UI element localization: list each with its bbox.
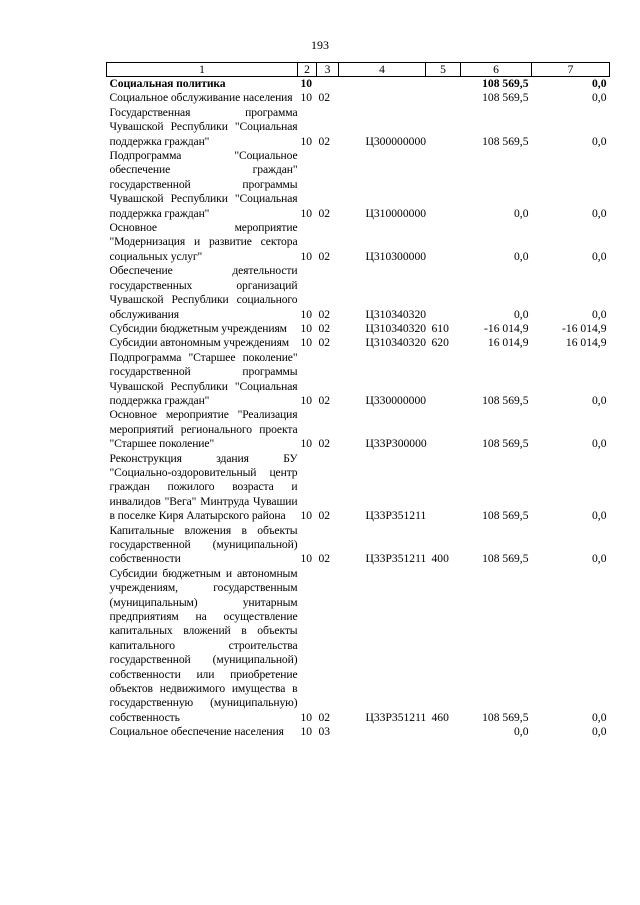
target-article-code: Ц33P351211	[365, 552, 427, 566]
expense-type-code	[426, 452, 461, 524]
item-name: Социальное обеспечение населения	[109, 725, 284, 739]
amount-change: 0,0	[514, 307, 529, 321]
amount-change: 0,0	[514, 725, 529, 739]
table-row	[107, 264, 610, 322]
expense-type-code	[426, 106, 461, 149]
amount-federal: 0,0	[592, 710, 607, 724]
table-row	[107, 322, 610, 336]
header-cell: 6	[461, 63, 532, 77]
item-name: Обеспечение деятельности государственных организаций Чувашской Республики социального обслуживания	[109, 264, 298, 321]
amount-federal: 0,0	[592, 206, 607, 220]
target-article-code: Ц310000000	[365, 206, 427, 220]
item-name: Субсидии автономным учреждениям	[109, 336, 290, 350]
table-row	[107, 149, 610, 221]
page-number: 193	[311, 38, 329, 52]
item-name: Подпрограмма "Социальное обеспечение граждан" государственной программы Чувашской Республики "Социальная поддержка граждан"	[109, 149, 298, 220]
expense-type-code: 460	[431, 710, 449, 724]
expense-type-code	[426, 77, 461, 92]
header-cell: 3	[317, 63, 339, 77]
item-name: Капитальные вложения в объекты государственной (муниципальной) собственности	[109, 523, 298, 566]
target-article-code	[339, 91, 426, 105]
table-row	[107, 408, 610, 451]
target-article-code: Ц310340320	[365, 336, 427, 350]
target-article-code: Ц33P300000	[365, 437, 427, 451]
amount-change: 108 569,5	[482, 91, 529, 105]
amount-change: 0,0	[514, 249, 529, 263]
amount-federal: 0,0	[592, 509, 607, 523]
section-code: 10	[300, 134, 313, 148]
amount-federal: 0,0	[592, 307, 607, 321]
header-cell: 7	[532, 63, 610, 77]
target-article-code: Ц33P351211	[365, 509, 427, 523]
amount-change: -16 014,9	[484, 321, 529, 335]
amount-federal: 0,0	[592, 393, 607, 407]
amount-federal: 0,0	[592, 249, 607, 263]
item-name: Реконструкция здания БУ "Социально-оздоровительный центр граждан пожилого возраста и инвалидов "Вега" Минтруда Чувашии в поселке Киря Алатырского района	[109, 451, 298, 523]
section-code: 10	[300, 725, 313, 739]
item-name: Субсидии бюджетным учреждениям	[109, 321, 287, 335]
amount-federal: -16 014,9	[562, 321, 607, 335]
table-row	[107, 524, 610, 567]
target-article-code	[339, 77, 426, 92]
amount-change: 0,0	[514, 206, 529, 220]
table-row	[107, 336, 610, 350]
section-code: 10	[300, 437, 313, 451]
section-code: 10	[300, 307, 313, 321]
header-cell: 1	[107, 63, 298, 77]
subsection-code	[317, 77, 339, 92]
amount-change: 108 569,5	[482, 134, 529, 148]
subsection-code: 02	[318, 336, 331, 350]
amount-change: 108 569,5	[482, 509, 529, 523]
item-name: Основное мероприятие "Реализация мероприятий регионального проекта "Старшее поколение"	[109, 408, 298, 451]
section-code: 10	[300, 509, 313, 523]
budget-table	[106, 62, 610, 740]
subsection-code: 02	[318, 134, 331, 148]
amount-federal: 0,0	[592, 134, 607, 148]
section-code: 10	[300, 206, 313, 220]
subsection-code: 02	[318, 437, 331, 451]
item-name: Государственная программа Чувашской Республики "Социальная поддержка граждан"	[109, 105, 298, 148]
section-code: 10	[300, 393, 313, 407]
header-row	[107, 63, 610, 77]
table-row	[107, 452, 610, 524]
subsection-code: 02	[318, 321, 331, 335]
expense-type-code	[426, 725, 461, 739]
amount-change: 108 569,5	[482, 77, 529, 90]
subsection-code: 02	[318, 710, 331, 724]
subsection-code: 02	[318, 393, 331, 407]
target-article-code: Ц310340320	[365, 321, 427, 335]
target-article-code: Ц33P351211	[365, 710, 427, 724]
amount-change: 108 569,5	[482, 437, 529, 451]
amount-change: 16 014,9	[487, 336, 529, 350]
amount-change: 108 569,5	[482, 393, 529, 407]
target-article-code: Ц300000000	[365, 134, 427, 148]
amount-change: 108 569,5	[482, 710, 529, 724]
item-name: Основное мероприятие "Модернизация и развитие сектора социальных услуг"	[109, 221, 298, 263]
expense-type-code	[426, 264, 461, 322]
table-row	[107, 567, 610, 725]
section-code: 10	[300, 91, 313, 105]
target-article-code: Ц330000000	[365, 393, 427, 407]
item-name: Субсидии бюджетным и автономным учреждениям, государственным (муниципальным) унитарным предприятиям на осуществление капитальных вложений в объекты капитального строительства государственной (муниципальной) собственности или приобретение объектов недвижимого имущества в государственную (муниципальную) собственность	[109, 566, 298, 724]
section-code: 10	[300, 77, 313, 90]
amount-federal: 16 014,9	[565, 336, 607, 350]
expense-type-code	[426, 91, 461, 105]
subsection-code: 02	[318, 509, 331, 523]
expense-type-code: 400	[431, 552, 449, 566]
header-cell: 5	[426, 63, 461, 77]
header-cell: 4	[339, 63, 426, 77]
item-name: Подпрограмма "Старшее поколение" государственной программы Чувашской Республики "Социальная поддержка граждан"	[109, 350, 298, 407]
table-row	[107, 106, 610, 149]
amount-federal: 0,0	[592, 77, 607, 90]
subsection-code: 02	[318, 206, 331, 220]
expense-type-code: 620	[431, 336, 449, 350]
amount-federal: 0,0	[592, 552, 607, 566]
amount-change: 108 569,5	[482, 552, 529, 566]
item-name: Социальное обслуживание населения	[109, 91, 293, 105]
section-code: 10	[300, 710, 313, 724]
subsection-code: 02	[318, 552, 331, 566]
section-code: 10	[300, 552, 313, 566]
expense-type-code	[426, 408, 461, 451]
subsection-code: 03	[318, 725, 331, 739]
table-row	[107, 77, 610, 92]
amount-federal: 0,0	[592, 725, 607, 739]
section-code: 10	[300, 249, 313, 263]
subsection-code: 02	[318, 307, 331, 321]
amount-federal: 0,0	[592, 437, 607, 451]
expense-type-code	[426, 221, 461, 264]
table-row	[107, 725, 610, 739]
target-article-code: Ц310300000	[365, 249, 427, 263]
expense-type-code: 610	[431, 321, 449, 335]
expense-type-code	[426, 149, 461, 221]
table-row	[107, 221, 610, 264]
target-article-code: Ц310340320	[365, 307, 427, 321]
header-cell: 2	[298, 63, 317, 77]
subsection-code: 02	[318, 91, 331, 105]
item-name: Социальная политика	[109, 77, 226, 90]
expense-type-code	[426, 351, 461, 409]
subsection-code: 02	[318, 249, 331, 263]
target-article-code	[339, 725, 426, 739]
table-row	[107, 351, 610, 409]
amount-federal: 0,0	[592, 91, 607, 105]
table-row	[107, 91, 610, 105]
section-code: 10	[300, 336, 313, 350]
section-code: 10	[300, 321, 313, 335]
